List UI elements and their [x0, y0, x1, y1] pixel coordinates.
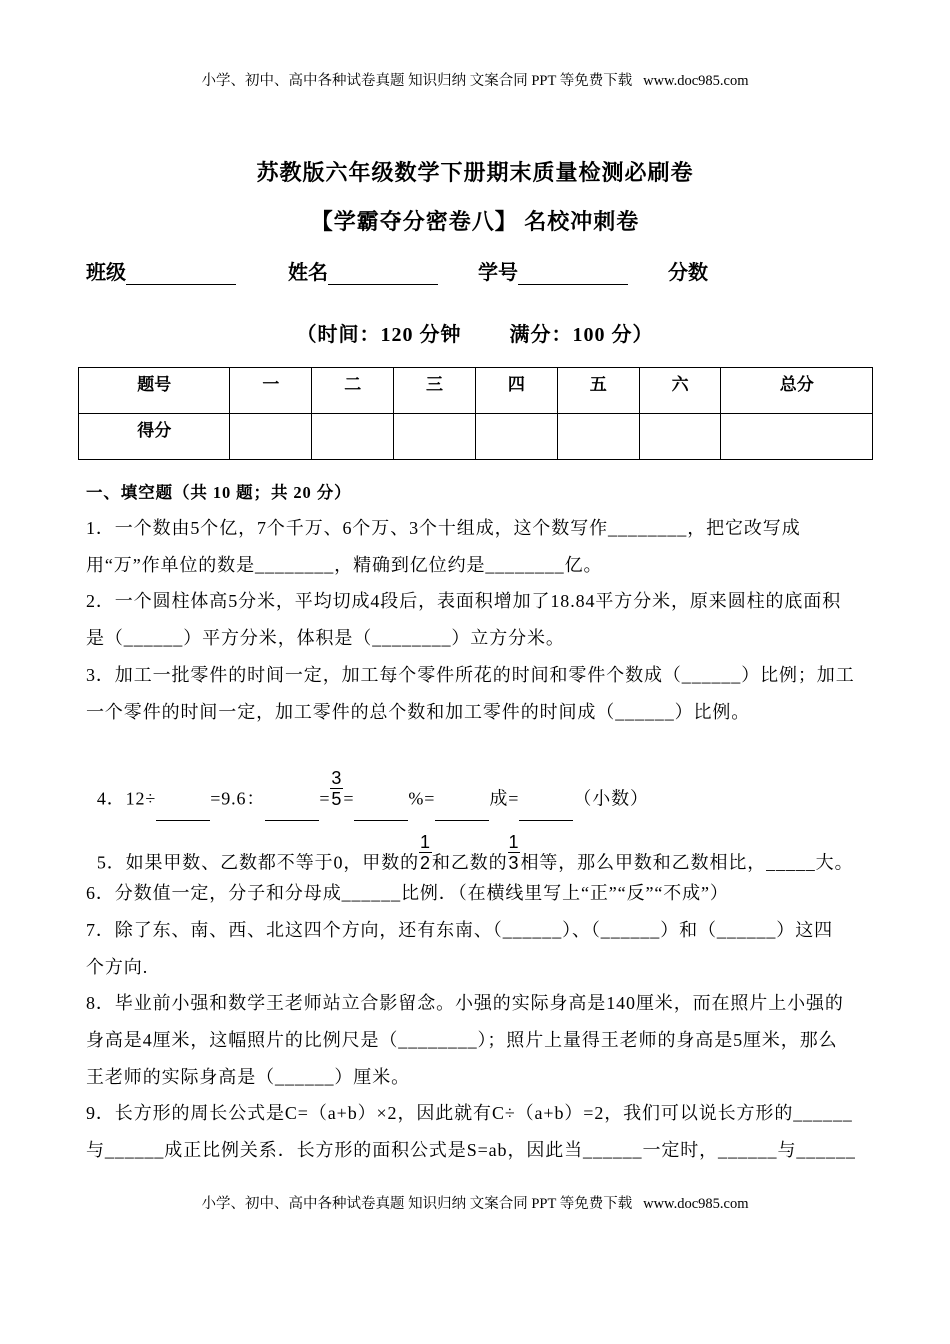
fraction: [419, 832, 432, 873]
table-cell: 二: [312, 368, 394, 414]
question-line: 2．一个圆柱体高5分米，平均切成4段后，表面积增加了18.84平方分米，原来圆柱的底面积: [86, 591, 842, 611]
blank[interactable]: [265, 802, 319, 821]
q5-text: 相等，那么甲数和乙数相比，_____大。: [520, 852, 854, 873]
q4-text: 成=: [489, 788, 520, 809]
blank[interactable]: [354, 802, 408, 821]
score-cell[interactable]: [394, 414, 476, 460]
score-label: 分数: [668, 262, 708, 284]
question-line: 与______成正比例关系．长方形的面积公式是S=ab，因此当______一定时，______与______: [86, 1140, 856, 1160]
footer-banner: 小学、初中、高中各种试卷真题 知识归纳 文案合同 PPT 等免费下载 www.doc985.com: [201, 1196, 749, 1212]
class-field[interactable]: [86, 256, 236, 285]
number-field[interactable]: [478, 256, 628, 285]
question-line: 8．毕业前小强和数学王老师站立合影留念。小强的实际身高是140厘米，而在照片上小强的: [86, 993, 844, 1013]
table-cell: 四: [475, 368, 557, 414]
table-cell: 五: [557, 368, 639, 414]
question-line: 6．分数值一定，分子和分母成______比例．（在横线里写上“正”“反”“不成”）: [86, 883, 729, 903]
blank[interactable]: [156, 802, 210, 821]
question-line: 7．除了东、南、西、北这四个方向，还有东南、（______）、（______）和（______）这四: [86, 920, 833, 940]
blank[interactable]: [519, 802, 573, 821]
page-subtitle: 【学霸夺分密卷八】 名校冲刺卷: [310, 209, 640, 234]
question-4: [86, 758, 649, 821]
question-line: 用“万”作单位的数是________，精确到亿位约是________亿。: [86, 555, 603, 575]
question-line: 9．长方形的周长公式是C=（a+b）×2，因此就有C÷（a+b）=2，我们可以说长方形的______: [86, 1103, 853, 1123]
numerator: 1: [420, 832, 431, 852]
fraction: [330, 768, 343, 809]
question-line: 1．一个数由5个亿，7个千万、6个万、3个十组成，这个数写作________，把它改写成: [86, 518, 801, 538]
question-line: 身高是4厘米，这幅照片的比例尺是（________）；照片上量得王老师的身高是5厘米，那么: [86, 1030, 838, 1050]
q4-text: =: [343, 788, 355, 809]
q4-text: =9.6：: [210, 788, 266, 809]
table-cell: 一: [230, 368, 312, 414]
question-line: 个方向.: [86, 957, 149, 977]
question-line: 是（______）平方分米，体积是（________）立方分米。: [86, 628, 565, 648]
q4-text: %=: [408, 788, 436, 809]
score-cell[interactable]: [230, 414, 312, 460]
q4-text: 4．12÷: [96, 788, 157, 809]
header-banner: 小学、初中、高中各种试卷真题 知识归纳 文案合同 PPT 等免费下载 www.doc985.com: [201, 73, 749, 89]
numerator: 1: [508, 832, 520, 852]
score-cell[interactable]: [475, 414, 557, 460]
table-cell: 三: [394, 368, 476, 414]
question-line: 3．加工一批零件的时间一定，加工每个零件所花的时间和零件个数成（______）比例；加工: [86, 665, 855, 685]
denominator: 2: [420, 853, 431, 873]
question-5: [86, 822, 853, 885]
score-cell[interactable]: [721, 414, 873, 460]
blank[interactable]: [435, 802, 489, 821]
q4-text: =: [319, 788, 331, 809]
q5-text: 和乙数的: [431, 852, 508, 873]
q4-text: （小数）: [573, 788, 649, 809]
table-cell: 六: [639, 368, 721, 414]
denominator: 5: [331, 789, 343, 809]
section-heading: 一、填空题（共 10 题；共 20 分）: [86, 483, 352, 502]
question-line: 一个零件的时间一定，加工零件的总个数和加工零件的时间成（______）比例。: [86, 702, 751, 722]
score-cell[interactable]: [639, 414, 721, 460]
table-cell: 题号: [79, 368, 230, 414]
fraction: [508, 832, 521, 873]
name-label: 姓名: [288, 262, 328, 284]
score-cell[interactable]: [312, 414, 394, 460]
q5-text: 5．如果甲数、乙数都不等于0，甲数的: [96, 852, 420, 873]
page-title: 苏教版六年级数学下册期末质量检测必刷卷: [256, 160, 694, 185]
table-cell: 总分: [721, 368, 873, 414]
time-line: （时间：120 分钟 满分：100 分）: [296, 324, 654, 346]
numerator: 3: [331, 768, 343, 788]
table-header-row: [79, 368, 873, 414]
name-field[interactable]: [288, 256, 438, 285]
score-table: [78, 367, 873, 460]
number-label: 学号: [478, 262, 518, 284]
denominator: 3: [508, 853, 520, 873]
class-label: 班级: [86, 262, 126, 284]
question-line: 王老师的实际身高是（______）厘米。: [86, 1067, 410, 1087]
table-cell: 得分: [79, 414, 230, 460]
table-score-row: [79, 414, 873, 460]
score-cell[interactable]: [557, 414, 639, 460]
